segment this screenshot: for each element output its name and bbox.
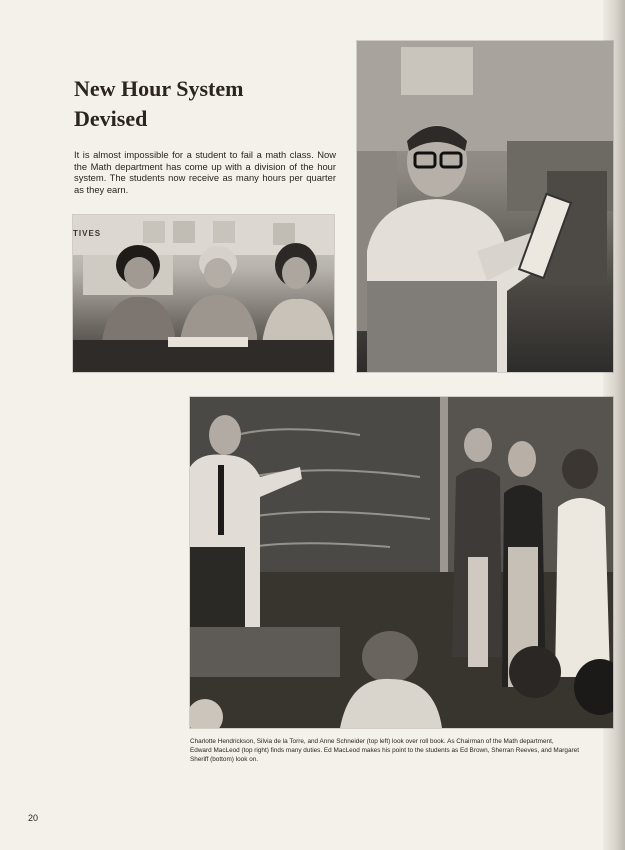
photo-chairman-illustration xyxy=(357,41,613,372)
photo-teachers-illustration xyxy=(73,215,334,372)
page-number: 20 xyxy=(28,813,39,823)
article-intro: It is almost impossible for a student to fail a math class. Now the Math department has come up with a division of the hour system. The students now receive as many hours per quarter as they earn. xyxy=(74,149,336,195)
photo-caption xyxy=(190,737,620,765)
photo-math-chairman xyxy=(357,41,613,372)
headline-line-2: Devised xyxy=(74,106,148,131)
caption-line-2: Edward MacLeod (top right) finds many duties. Ed MacLeod makes his point to the students as Ed Brown, Sherran Reeves, and Margaret xyxy=(190,747,579,755)
article-headline xyxy=(74,74,334,134)
caption-line-3: Sheriff (bottom) look on. xyxy=(190,756,259,764)
wall-sign-text: TIVES xyxy=(73,229,102,238)
photo-lesson-illustration xyxy=(190,397,613,728)
caption-line-1: Charlotte Hendrickson, Silvia de la Torre, and Anne Schneider (top left) look over roll book. As Chairman of the Math department, xyxy=(190,738,554,745)
headline-line-1: New Hour System xyxy=(74,76,244,101)
photo-chalkboard-lesson xyxy=(190,397,613,728)
photo-teachers-roll-book xyxy=(73,215,334,372)
